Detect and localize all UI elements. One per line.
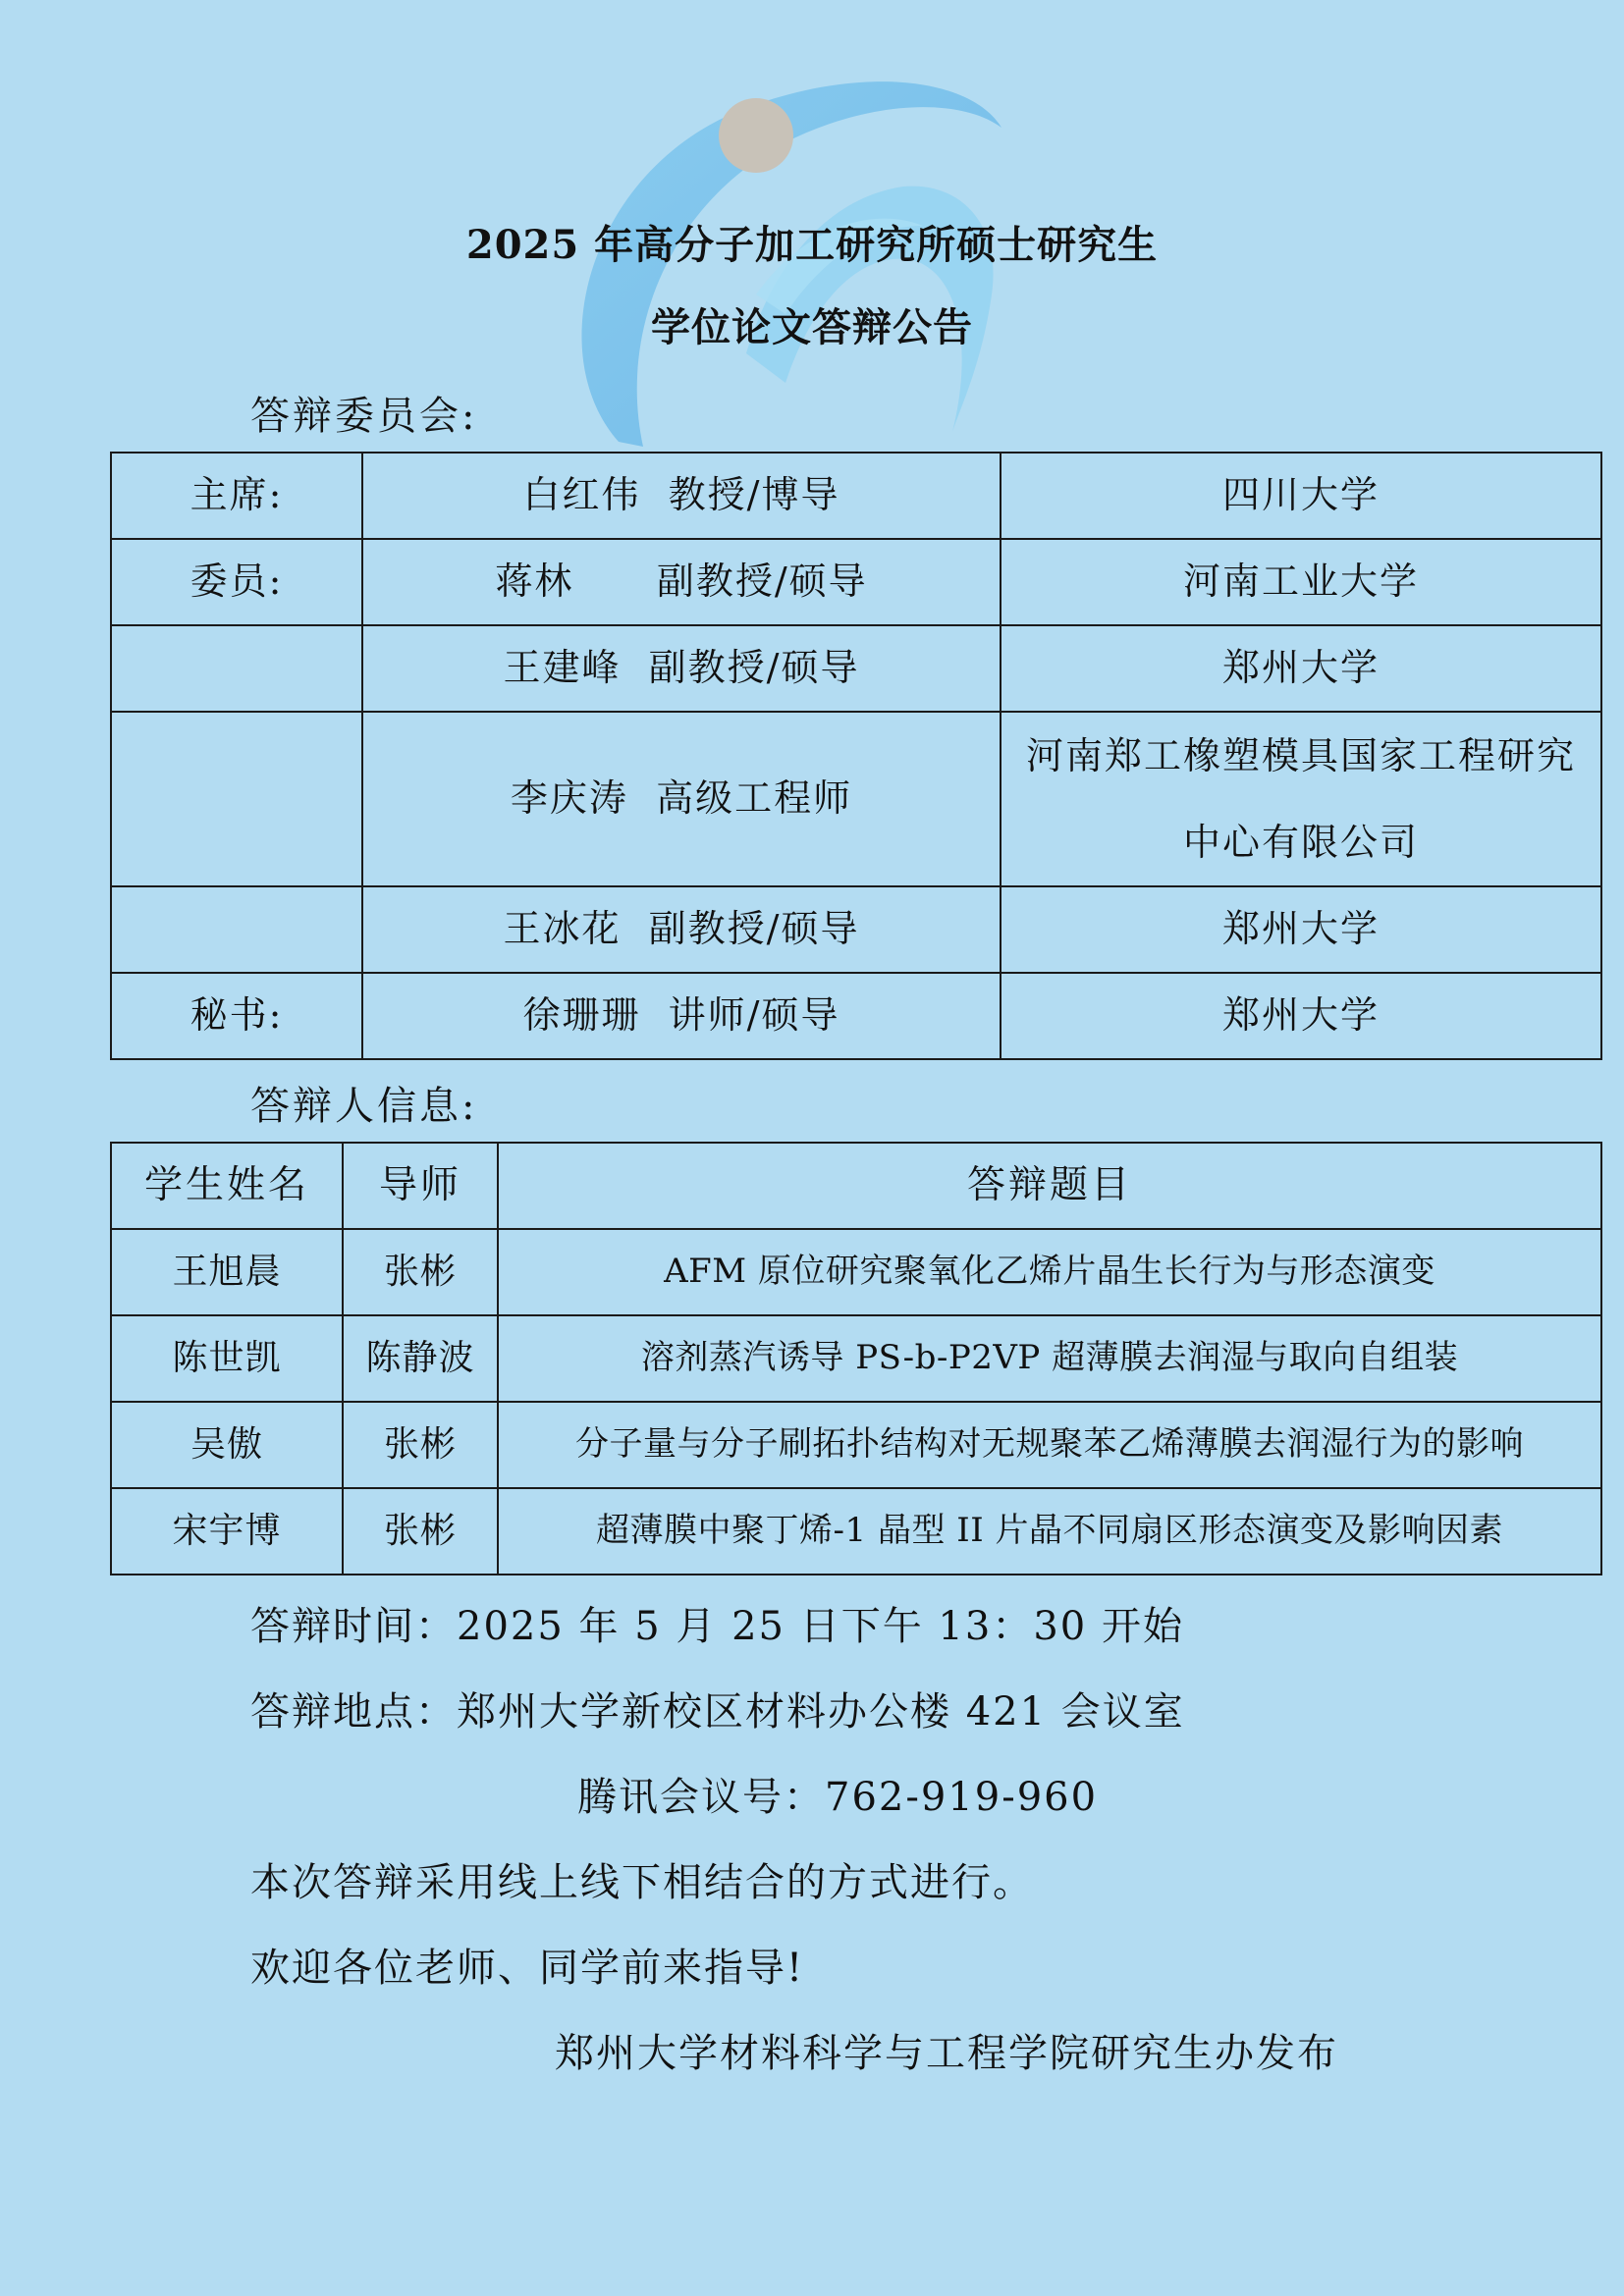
students-label: 答辩人信息: [250,1084,478,1129]
student-name: 宋宇博 [111,1488,343,1575]
committee-row [111,886,1601,973]
committee-row [111,712,1601,886]
student-advisor: 陈静波 [343,1315,498,1402]
student-row [111,1488,1601,1575]
committee-org: 郑州大学 [1001,973,1601,1059]
welcome-text: 欢迎各位老师、同学前来指导! [250,1946,805,1991]
committee-row [111,973,1601,1059]
committee-role [111,886,362,973]
committee-role: 主席: [111,453,362,539]
committee-member: 王建峰 副教授/硕导 [362,625,1001,712]
committee-row [111,453,1601,539]
student-topic: 超薄膜中聚丁烯-1 晶型 II 片晶不同扇区形态演变及影响因素 [498,1488,1601,1575]
committee-member: 李庆涛 高级工程师 [362,712,1001,886]
committee-org: 河南郑工橡塑模具国家工程研究中心有限公司 [1001,712,1601,886]
committee-row [111,625,1601,712]
header-topic: 答辩题目 [498,1143,1601,1229]
page-title-line1: 2025 年高分子加工研究所硕士研究生 [465,222,1159,268]
student-topic: 分子量与分子刷拓扑结构对无规聚苯乙烯薄膜去润湿行为的影响 [498,1402,1601,1488]
committee-role [111,625,362,712]
committee-member: 徐珊珊 讲师/硕导 [362,973,1001,1059]
student-row [111,1229,1601,1315]
committee-row [111,539,1601,625]
committee-label: 答辩委员会: [250,394,478,439]
header-advisor: 导师 [343,1143,498,1229]
committee-org: 河南工业大学 [1001,539,1601,625]
committee-org: 郑州大学 [1001,886,1601,973]
committee-org: 四川大学 [1001,453,1601,539]
student-name: 王旭晨 [111,1229,343,1315]
student-name: 吴傲 [111,1402,343,1488]
student-name: 陈世凯 [111,1315,343,1402]
students-header-row [111,1143,1601,1229]
committee-member: 蒋林 副教授/硕导 [362,539,1001,625]
committee-org: 郑州大学 [1001,625,1601,712]
student-row [111,1402,1601,1488]
defense-place: 答辩地点：郑州大学新校区材料办公楼 421 会议室 [250,1689,1185,1735]
student-advisor: 张彬 [343,1402,498,1488]
student-advisor: 张彬 [343,1488,498,1575]
meeting-id: 腾讯会议号：762-919-960 [577,1775,1099,1820]
defense-time: 答辩时间：2025 年 5 月 25 日下午 13：30 开始 [250,1604,1184,1649]
defense-mode: 本次答辩采用线上线下相结合的方式进行。 [250,1860,1034,1905]
header-student-name: 学生姓名 [111,1143,343,1229]
students-table [110,1142,1602,1575]
student-row [111,1315,1601,1402]
student-topic: 溶剂蒸汽诱导 PS-b-P2VP 超薄膜去润湿与取向自组装 [498,1315,1601,1402]
student-advisor: 张彬 [343,1229,498,1315]
page-title-line2: 学位论文答辩公告 [651,304,973,350]
committee-role: 秘书: [111,973,362,1059]
publisher: 郑州大学材料科学与工程学院研究生办发布 [555,2031,1338,2076]
committee-role: 委员: [111,539,362,625]
committee-role [111,712,362,886]
committee-member: 白红伟 教授/博导 [362,453,1001,539]
student-topic: AFM 原位研究聚氧化乙烯片晶生长行为与形态演变 [498,1229,1601,1315]
committee-member: 王冰花 副教授/硕导 [362,886,1001,973]
committee-table [110,452,1602,1060]
